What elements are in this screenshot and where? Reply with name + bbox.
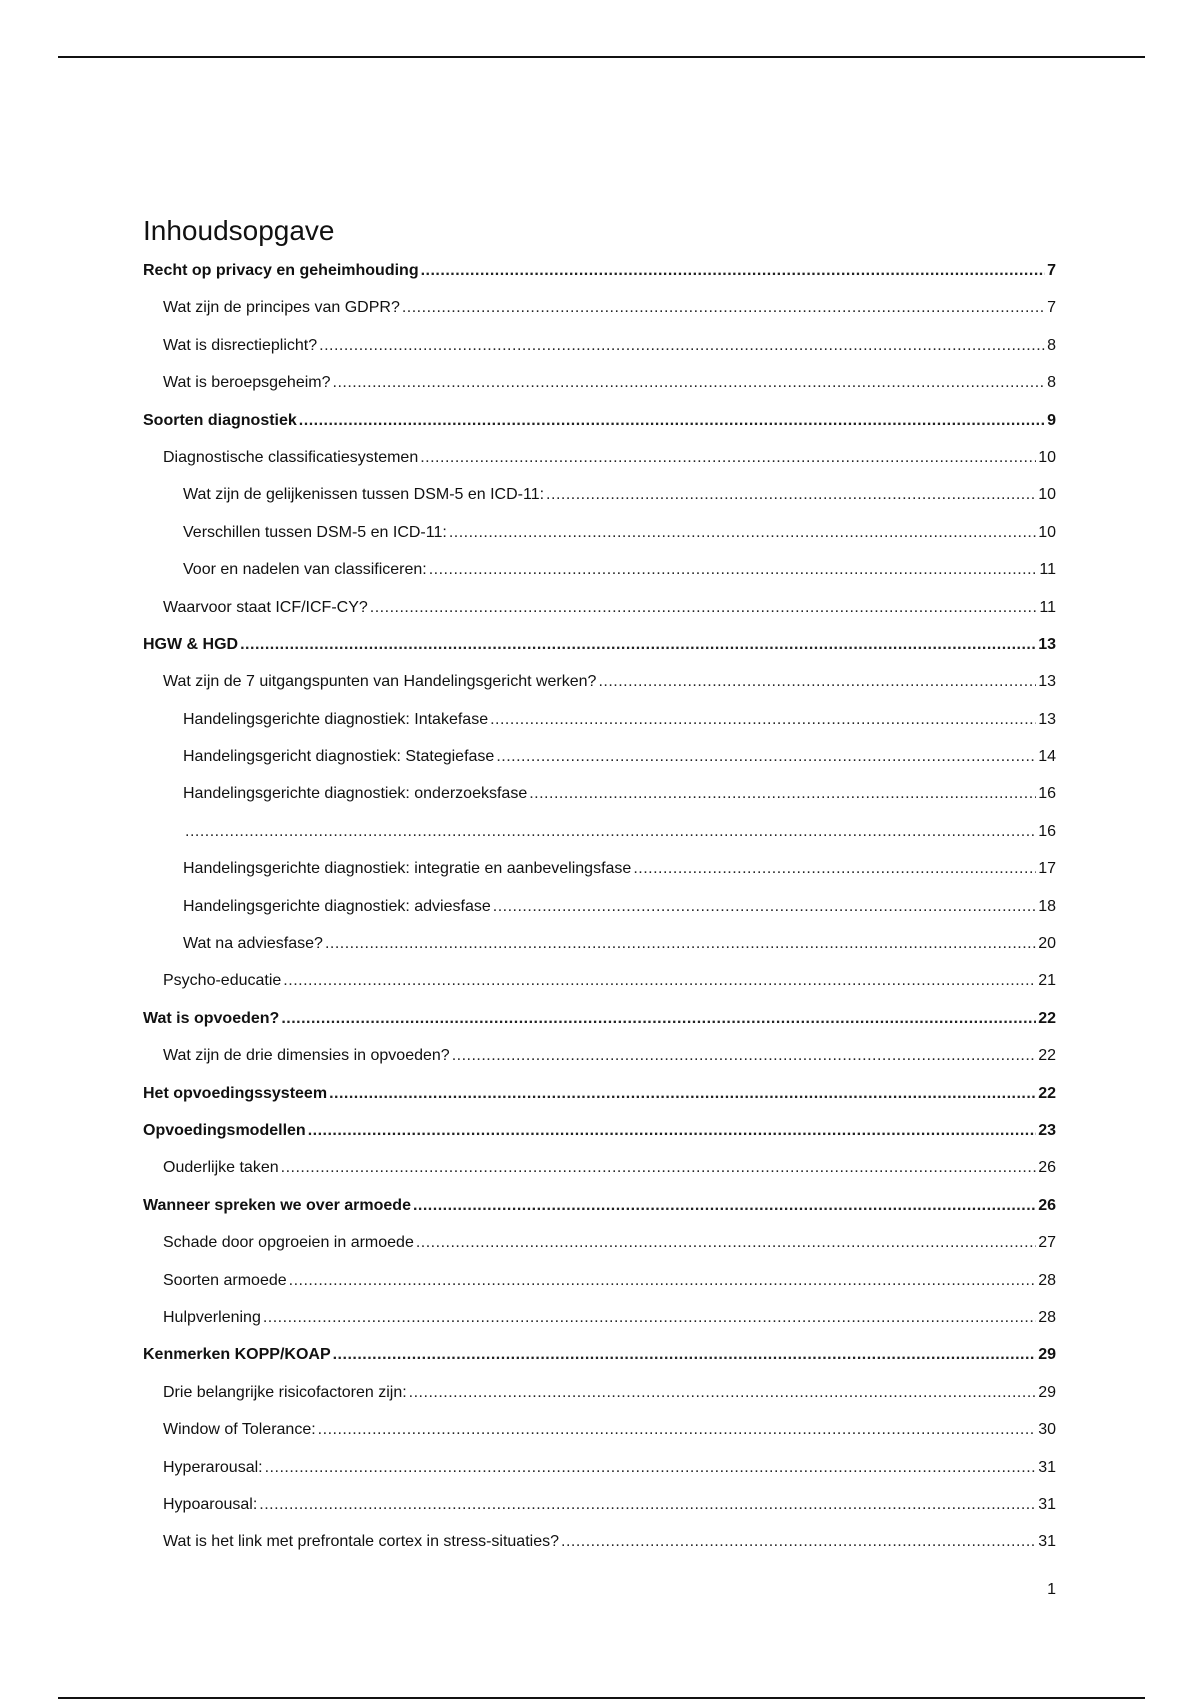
toc-section-entry[interactable] [143, 252, 1056, 289]
toc-subsection-entry[interactable] [143, 1523, 1056, 1560]
toc-dot-leader [265, 1449, 1037, 1486]
toc-entry-label: Wat zijn de gelijkenissen tussen DSM-5 en ICD-11: [183, 486, 545, 504]
toc-dot-leader [283, 962, 1036, 999]
toc-dot-leader [449, 514, 1036, 551]
toc-dot-leader [370, 589, 1038, 626]
page-title: Inhoudsopgave [143, 215, 335, 246]
toc-entry-page: 22 [1038, 1009, 1056, 1027]
toc-subsection-entry[interactable] [143, 364, 1056, 401]
toc-entry-label: Wat is het link met prefrontale cortex in stress-situaties? [163, 1533, 559, 1551]
toc-entry-label: Recht op privacy en geheimhouding [143, 262, 419, 279]
toc-dot-leader [289, 1262, 1037, 1299]
toc-dot-leader [546, 476, 1036, 513]
toc-subsection-entry[interactable] [143, 1486, 1056, 1523]
toc-entry-label: Handelingsgerichte diagnostiek: integratie en aanbevelingsfase [183, 860, 632, 878]
toc-entry-label: Window of Tolerance: [163, 1421, 316, 1439]
toc-entry-label: Soorten armoede [163, 1271, 287, 1289]
toc-entry-page: 22 [1038, 1047, 1056, 1065]
header-rule [58, 56, 1145, 58]
toc-entry-page: 16 [1038, 785, 1056, 803]
toc-entry-page: 22 [1038, 1084, 1056, 1102]
toc-dot-leader [325, 925, 1036, 962]
toc-subsection-entry[interactable] [143, 1299, 1056, 1336]
toc-entry-page: 21 [1038, 972, 1056, 990]
toc-section-entry[interactable] [143, 1075, 1056, 1112]
toc-entry-page: 28 [1038, 1308, 1056, 1326]
toc-subsection-entry[interactable] [143, 551, 1056, 588]
toc-dot-leader [493, 888, 1036, 925]
toc-entry-label: Wat na adviesfase? [183, 935, 323, 953]
toc-dot-leader [185, 813, 1036, 850]
toc-entry-page: 13 [1038, 710, 1056, 728]
toc-dot-leader [333, 364, 1046, 401]
toc-dot-leader [329, 1075, 1036, 1112]
toc-subsection-entry[interactable] [143, 1149, 1056, 1186]
toc-dot-leader [421, 252, 1046, 289]
toc-entry-label: Het opvoedingssysteem [143, 1084, 328, 1102]
toc-entry-label: Wat is disrectieplicht? [163, 336, 318, 354]
toc-entry-page: 31 [1038, 1495, 1056, 1513]
toc-subsection-entry[interactable] [143, 1411, 1056, 1448]
toc-subsection-entry[interactable] [143, 476, 1056, 513]
toc-entry-page: 31 [1038, 1458, 1056, 1476]
toc-entry-label: Wat is beroepsgeheim? [163, 374, 331, 392]
toc-dot-leader [263, 1299, 1036, 1336]
toc-entry-page: 26 [1038, 1196, 1056, 1214]
toc-subsection-entry[interactable] [143, 850, 1056, 887]
toc-dot-leader [429, 551, 1038, 588]
toc-entry-label: Hypoarousal: [163, 1495, 258, 1513]
toc-subsection-entry[interactable] [143, 1037, 1056, 1074]
toc-dot-leader [490, 701, 1036, 738]
toc-entry-page: 13 [1038, 635, 1056, 653]
toc-dot-leader [240, 626, 1036, 663]
toc-entry-label: Kenmerken KOPP/KOAP [143, 1346, 331, 1364]
toc-entry-label: Psycho-educatie [163, 972, 282, 990]
toc-entry-page: 11 [1039, 561, 1056, 579]
toc-dot-leader [420, 439, 1036, 476]
toc-subsection-entry[interactable] [143, 1374, 1056, 1411]
toc-dot-leader [529, 775, 1036, 812]
toc-entry-page: 8 [1047, 374, 1056, 392]
toc-entry-page: 23 [1038, 1121, 1056, 1139]
toc-entry-label: Diagnostische classificatiesystemen [163, 448, 419, 466]
toc-subsection-entry[interactable] [143, 327, 1056, 364]
toc-subsection-entry[interactable] [143, 738, 1056, 775]
toc-entry-label: Voor en nadelen van classificeren: [183, 561, 427, 579]
toc-entry-page: 30 [1038, 1421, 1056, 1439]
toc-dot-leader [319, 327, 1045, 364]
toc-entry-page: 18 [1038, 897, 1056, 915]
toc-subsection-entry[interactable] [143, 514, 1056, 551]
toc-subsection-entry[interactable] [143, 1262, 1056, 1299]
toc-section-entry[interactable] [143, 1336, 1056, 1373]
toc-entry-label: Drie belangrijke risicofactoren zijn: [163, 1383, 407, 1401]
toc-entry-label: Handelingsgerichte diagnostiek: adviesfase [183, 897, 491, 915]
toc-entry-label: Ouderlijke taken [163, 1159, 279, 1177]
toc-dot-leader [281, 1000, 1036, 1037]
toc-dot-leader [416, 1224, 1036, 1261]
toc-entry-label: Handelingsgerichte diagnostiek: Intakefase [183, 710, 489, 728]
toc-entry-label: Hulpverlening [163, 1308, 261, 1326]
toc-dot-leader [409, 1374, 1037, 1411]
toc-subsection-entry[interactable] [143, 663, 1056, 700]
page-number: 1 [1047, 1581, 1056, 1598]
toc-section-entry[interactable] [143, 402, 1056, 439]
footer-rule [58, 1697, 1145, 1699]
toc-entry-label: Wat zijn de 7 uitgangspunten van Handelingsgericht werken? [163, 673, 597, 691]
toc-entry-label: Schade door opgroeien in armoede [163, 1234, 414, 1252]
toc-entry-page: 28 [1038, 1271, 1056, 1289]
toc-dot-leader [259, 1486, 1036, 1523]
toc-section-entry[interactable] [143, 1187, 1056, 1224]
toc-entry-page: 16 [1038, 822, 1056, 840]
toc-entry-label: Handelingsgericht diagnostiek: Stategiefase [183, 748, 495, 766]
toc-dot-leader [413, 1187, 1036, 1224]
toc-entry-page: 29 [1038, 1383, 1056, 1401]
toc-entry-label: HGW & HGD [143, 635, 239, 653]
toc-entry-label: Waarvoor staat ICF/ICF-CY? [163, 598, 368, 616]
toc-subsection-entry[interactable] [143, 289, 1056, 326]
toc-dot-leader [402, 289, 1045, 326]
toc-subsection-entry[interactable] [143, 589, 1056, 626]
toc-entry-label: Opvoedingsmodellen [143, 1121, 306, 1139]
toc-entry-page: 10 [1038, 486, 1056, 504]
toc-entry-page: 27 [1038, 1234, 1056, 1252]
toc-entry-label: Wanneer spreken we over armoede [143, 1196, 411, 1214]
toc-subsection-entry[interactable] [143, 1449, 1056, 1486]
toc-subsection-entry[interactable] [143, 1224, 1056, 1261]
toc-entry-label: Hyperarousal: [163, 1458, 263, 1476]
toc-entry-page: 14 [1038, 748, 1056, 766]
toc-entry-label: Soorten diagnostiek [143, 411, 297, 429]
toc-subsection-entry[interactable] [143, 701, 1056, 738]
toc-entry-page: 10 [1038, 523, 1056, 541]
toc-entry-page: 20 [1038, 935, 1056, 953]
toc-subsection-entry[interactable] [143, 888, 1056, 925]
toc-entry-page: 26 [1038, 1159, 1056, 1177]
toc-dot-leader [333, 1336, 1037, 1373]
toc-dot-leader [299, 402, 1045, 439]
toc-dot-leader [598, 663, 1036, 700]
toc-entry-page: 17 [1038, 860, 1056, 878]
toc-dot-leader [281, 1149, 1037, 1186]
toc-section-entry[interactable] [143, 1112, 1056, 1149]
toc-entry-page: 8 [1047, 336, 1056, 354]
toc-dot-leader [633, 850, 1036, 887]
toc-subsection-entry[interactable] [143, 439, 1056, 476]
toc-section-entry[interactable] [143, 626, 1056, 663]
toc-dot-leader [318, 1411, 1037, 1448]
toc-entry-page: 11 [1039, 598, 1056, 616]
toc-entry-label: Wat zijn de drie dimensies in opvoeden? [163, 1047, 450, 1065]
toc-dot-leader [452, 1037, 1037, 1074]
toc-dot-leader [308, 1112, 1037, 1149]
toc-dot-leader [561, 1523, 1036, 1560]
toc-subsection-entry[interactable] [143, 925, 1056, 962]
toc-entry-label: Verschillen tussen DSM-5 en ICD-11: [183, 523, 447, 541]
toc-entry-page: 9 [1047, 411, 1056, 429]
toc-entry-page: 31 [1038, 1533, 1056, 1551]
toc-subsection-entry[interactable] [143, 813, 1056, 850]
toc-subsection-entry[interactable] [143, 775, 1056, 812]
toc-section-entry[interactable] [143, 1000, 1056, 1037]
toc-entry-page: 10 [1038, 448, 1056, 466]
toc-entry-label: Wat zijn de principes van GDPR? [163, 299, 400, 317]
toc-entry-page: 13 [1038, 673, 1056, 691]
toc-entry-page: 29 [1038, 1346, 1056, 1364]
toc-entry-label: Handelingsgerichte diagnostiek: onderzoeksfase [183, 785, 528, 803]
toc-entry-page: 7 [1047, 299, 1056, 317]
table-of-contents [143, 252, 1056, 1561]
toc-entry-page: 7 [1047, 262, 1056, 279]
toc-dot-leader [496, 738, 1036, 775]
toc-subsection-entry[interactable] [143, 962, 1056, 999]
toc-entry-label: Wat is opvoeden? [143, 1009, 280, 1027]
